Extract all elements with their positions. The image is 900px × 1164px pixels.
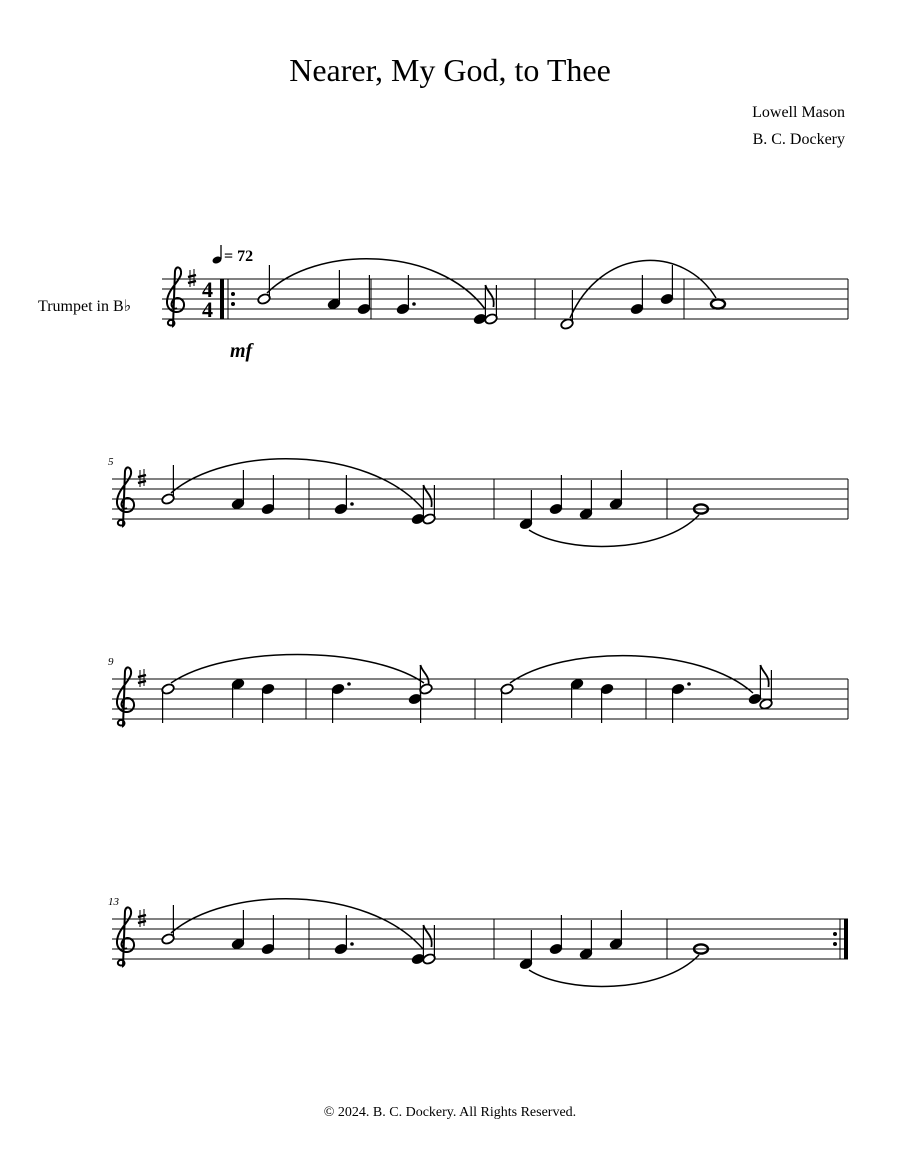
tempo-text: = 72 — [224, 248, 254, 265]
note — [560, 290, 574, 330]
note — [600, 683, 614, 723]
note — [660, 265, 674, 305]
note — [231, 470, 245, 510]
composer-credit: Lowell Mason — [752, 104, 845, 121]
slur — [529, 955, 699, 986]
treble-clef-icon — [117, 467, 134, 526]
note — [549, 915, 563, 955]
sharp-icon — [138, 909, 146, 927]
score-title: Nearer, My God, to Thee — [289, 52, 611, 88]
measure-number: 9 — [108, 656, 114, 668]
note — [419, 683, 433, 723]
note — [261, 915, 275, 955]
note — [484, 285, 498, 325]
slur — [510, 656, 753, 693]
dot-icon — [412, 302, 416, 306]
note — [711, 299, 725, 308]
measure-number: 13 — [108, 896, 119, 908]
dot-icon — [347, 682, 351, 686]
note — [231, 678, 245, 718]
note — [161, 465, 175, 505]
note — [570, 678, 584, 718]
staff-system — [108, 896, 848, 986]
note — [519, 490, 533, 530]
staff-system — [108, 655, 848, 727]
treble-clef-icon — [117, 667, 134, 726]
dot-icon — [350, 942, 354, 946]
sharp-icon — [188, 269, 196, 287]
note — [579, 480, 593, 520]
sharp-icon — [138, 669, 146, 687]
dot-icon — [687, 682, 691, 686]
time-sig-numerator: 4 — [202, 277, 213, 302]
note — [327, 270, 341, 310]
slur — [171, 899, 423, 949]
slur — [529, 515, 699, 546]
treble-clef-icon — [167, 267, 184, 326]
note — [422, 485, 436, 525]
staff-system — [108, 456, 848, 546]
copyright-notice: © 2024. B. C. Dockery. All Rights Reserved. — [323, 1105, 577, 1120]
time-sig-denominator: 4 — [202, 297, 213, 322]
dot-icon — [350, 502, 354, 506]
note — [422, 925, 436, 965]
note — [261, 683, 275, 723]
note — [331, 682, 351, 723]
eighth-flag-icon — [423, 485, 431, 507]
instrument-label: Trumpet in B♭ — [38, 298, 132, 315]
note — [671, 682, 691, 723]
treble-clef-icon — [117, 907, 134, 966]
note — [231, 910, 245, 950]
staff-system — [162, 259, 848, 362]
measure-number: 5 — [108, 456, 114, 468]
arranger-credit: B. C. Dockery — [752, 131, 845, 148]
note — [161, 905, 175, 945]
note — [519, 930, 533, 970]
note — [357, 275, 371, 315]
sharp-icon — [138, 469, 146, 487]
note — [579, 920, 593, 960]
note — [500, 683, 514, 723]
note — [609, 470, 623, 510]
eighth-flag-icon — [485, 285, 493, 307]
note — [257, 265, 271, 305]
note — [549, 475, 563, 515]
note — [630, 275, 644, 315]
slur — [171, 459, 423, 509]
eighth-flag-icon — [423, 925, 431, 947]
time-signature — [202, 277, 213, 322]
note — [161, 683, 175, 723]
slur — [267, 259, 485, 309]
dynamic-marking: mf — [230, 340, 253, 362]
note — [261, 475, 275, 515]
eighth-flag-icon — [760, 665, 768, 687]
note — [609, 910, 623, 950]
